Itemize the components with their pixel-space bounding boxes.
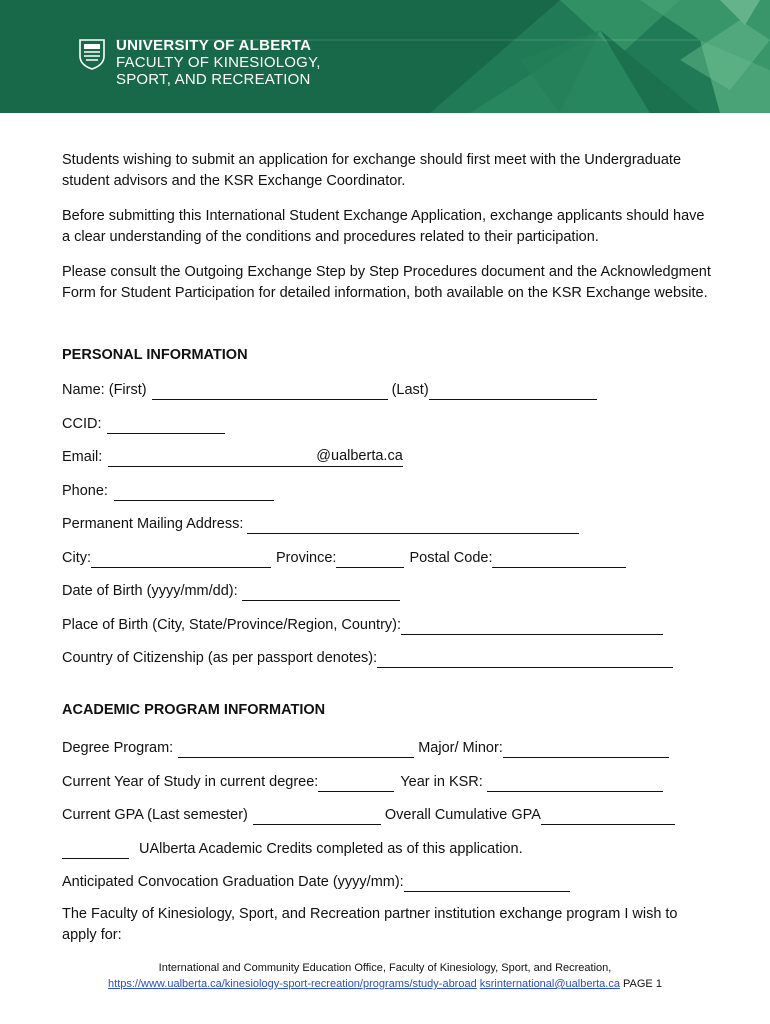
study-abroad-link[interactable]: https://www.ualberta.ca/kinesiology-sport-recreation/programs/study-abroad [108,978,477,990]
cumulative-gpa-field[interactable] [541,809,675,825]
postal-code-label: Postal Code: [409,550,493,566]
credits-row [62,837,523,859]
address-label: Permanent Mailing Address: [62,516,244,532]
gpa-row [62,803,675,825]
address-row [62,512,579,534]
faculty-name-line1: FACULTY OF KINESIOLOGY, [116,54,321,71]
citizenship-field[interactable] [377,652,673,668]
province-field[interactable] [336,552,404,568]
intro-paragraph-1: Students wishing to submit an application for exchange should first meet with the Undergraduate student advisors and the KSR Exchange Coordinator. [62,152,682,189]
ksr-email-link[interactable]: ksrinternational@ualberta.ca [479,978,620,990]
phone-field[interactable] [114,485,274,501]
major-minor-label: Major/ Minor: [418,740,503,756]
citizenship-label: Country of Citizenship (as per passport denotes): [62,650,378,666]
convocation-row [62,870,570,892]
dob-label: Date of Birth (yyyy/mm/dd): [62,583,238,599]
email-label: Email: [62,449,103,465]
current-gpa-label: Current GPA (Last semester) [62,807,248,823]
email-field[interactable] [108,451,316,467]
credits-field[interactable] [62,843,129,859]
dob-row [62,579,400,601]
university-crest-icon [78,38,106,70]
citizenship-row [62,646,673,668]
city-field[interactable] [91,552,271,568]
degree-field[interactable] [178,742,414,758]
first-name-label: Name: (First) [62,382,147,398]
ccid-label: CCID: [62,416,102,432]
faculty-wordmark [116,38,321,88]
convocation-field[interactable] [404,876,570,892]
footer-links [0,976,770,992]
footer-office: International and Community Education Office, Faculty of Kinesiology, Sport, and Recreation, [158,962,612,974]
partner-institution-prompt: The Faculty of Kinesiology, Sport, and Recreation partner institution exchange program I wish to apply for: [62,906,678,943]
dob-field[interactable] [242,585,400,601]
city-row [62,546,626,568]
personal-info-heading: PERSONAL INFORMATION [62,347,248,363]
year-in-ksr-label: Year in KSR: [400,774,483,790]
year-of-study-field[interactable] [318,776,394,792]
ccid-field[interactable] [107,418,225,434]
phone-label: Phone: [62,483,108,499]
email-row [62,445,403,467]
first-name-field[interactable] [152,384,388,400]
convocation-label: Anticipated Convocation Graduation Date (yyyy/mm): [62,874,404,890]
year-in-ksr-field[interactable] [487,776,663,792]
year-row [62,770,663,792]
major-minor-field[interactable] [503,742,669,758]
name-row [62,378,597,400]
academic-info-heading: ACADEMIC PROGRAM INFORMATION [62,702,326,718]
university-name: UNIVERSITY OF ALBERTA [116,37,312,54]
year-of-study-label: Current Year of Study in current degree: [62,774,319,790]
province-label: Province: [276,550,337,566]
last-name-label: (Last) [391,382,429,398]
cumulative-gpa-label: Overall Cumulative GPA [384,807,541,823]
current-gpa-field[interactable] [253,809,381,825]
page-number: PAGE 1 [623,978,662,990]
degree-row [62,736,669,758]
faculty-name-line2: SPORT, AND RECREATION [116,71,311,88]
degree-label: Degree Program: [62,740,174,756]
credits-label: UAlberta Academic Credits completed as of this application. [139,841,523,857]
last-name-field[interactable] [429,384,597,400]
city-label: City: [62,550,91,566]
address-field[interactable] [247,518,579,534]
ccid-row [62,412,225,434]
phone-row [62,479,274,501]
pob-row [62,613,663,635]
intro-paragraph-2: Before submitting this International Student Exchange Application, exchange applicants should have a clear understanding of the conditions and procedures related to their participation. [62,208,705,245]
postal-code-field[interactable] [492,552,626,568]
faculty-header-banner [0,0,770,113]
intro-paragraph-3: Please consult the Outgoing Exchange Step by Step Procedures document and the Acknowledgment Form for Student Participation for detailed information, both available on the KSR Exchange website. [62,264,711,301]
pob-field[interactable] [401,619,663,635]
pob-label: Place of Birth (City, State/Province/Region, Country): [62,617,402,633]
email-domain: @ualberta.ca [316,446,402,467]
